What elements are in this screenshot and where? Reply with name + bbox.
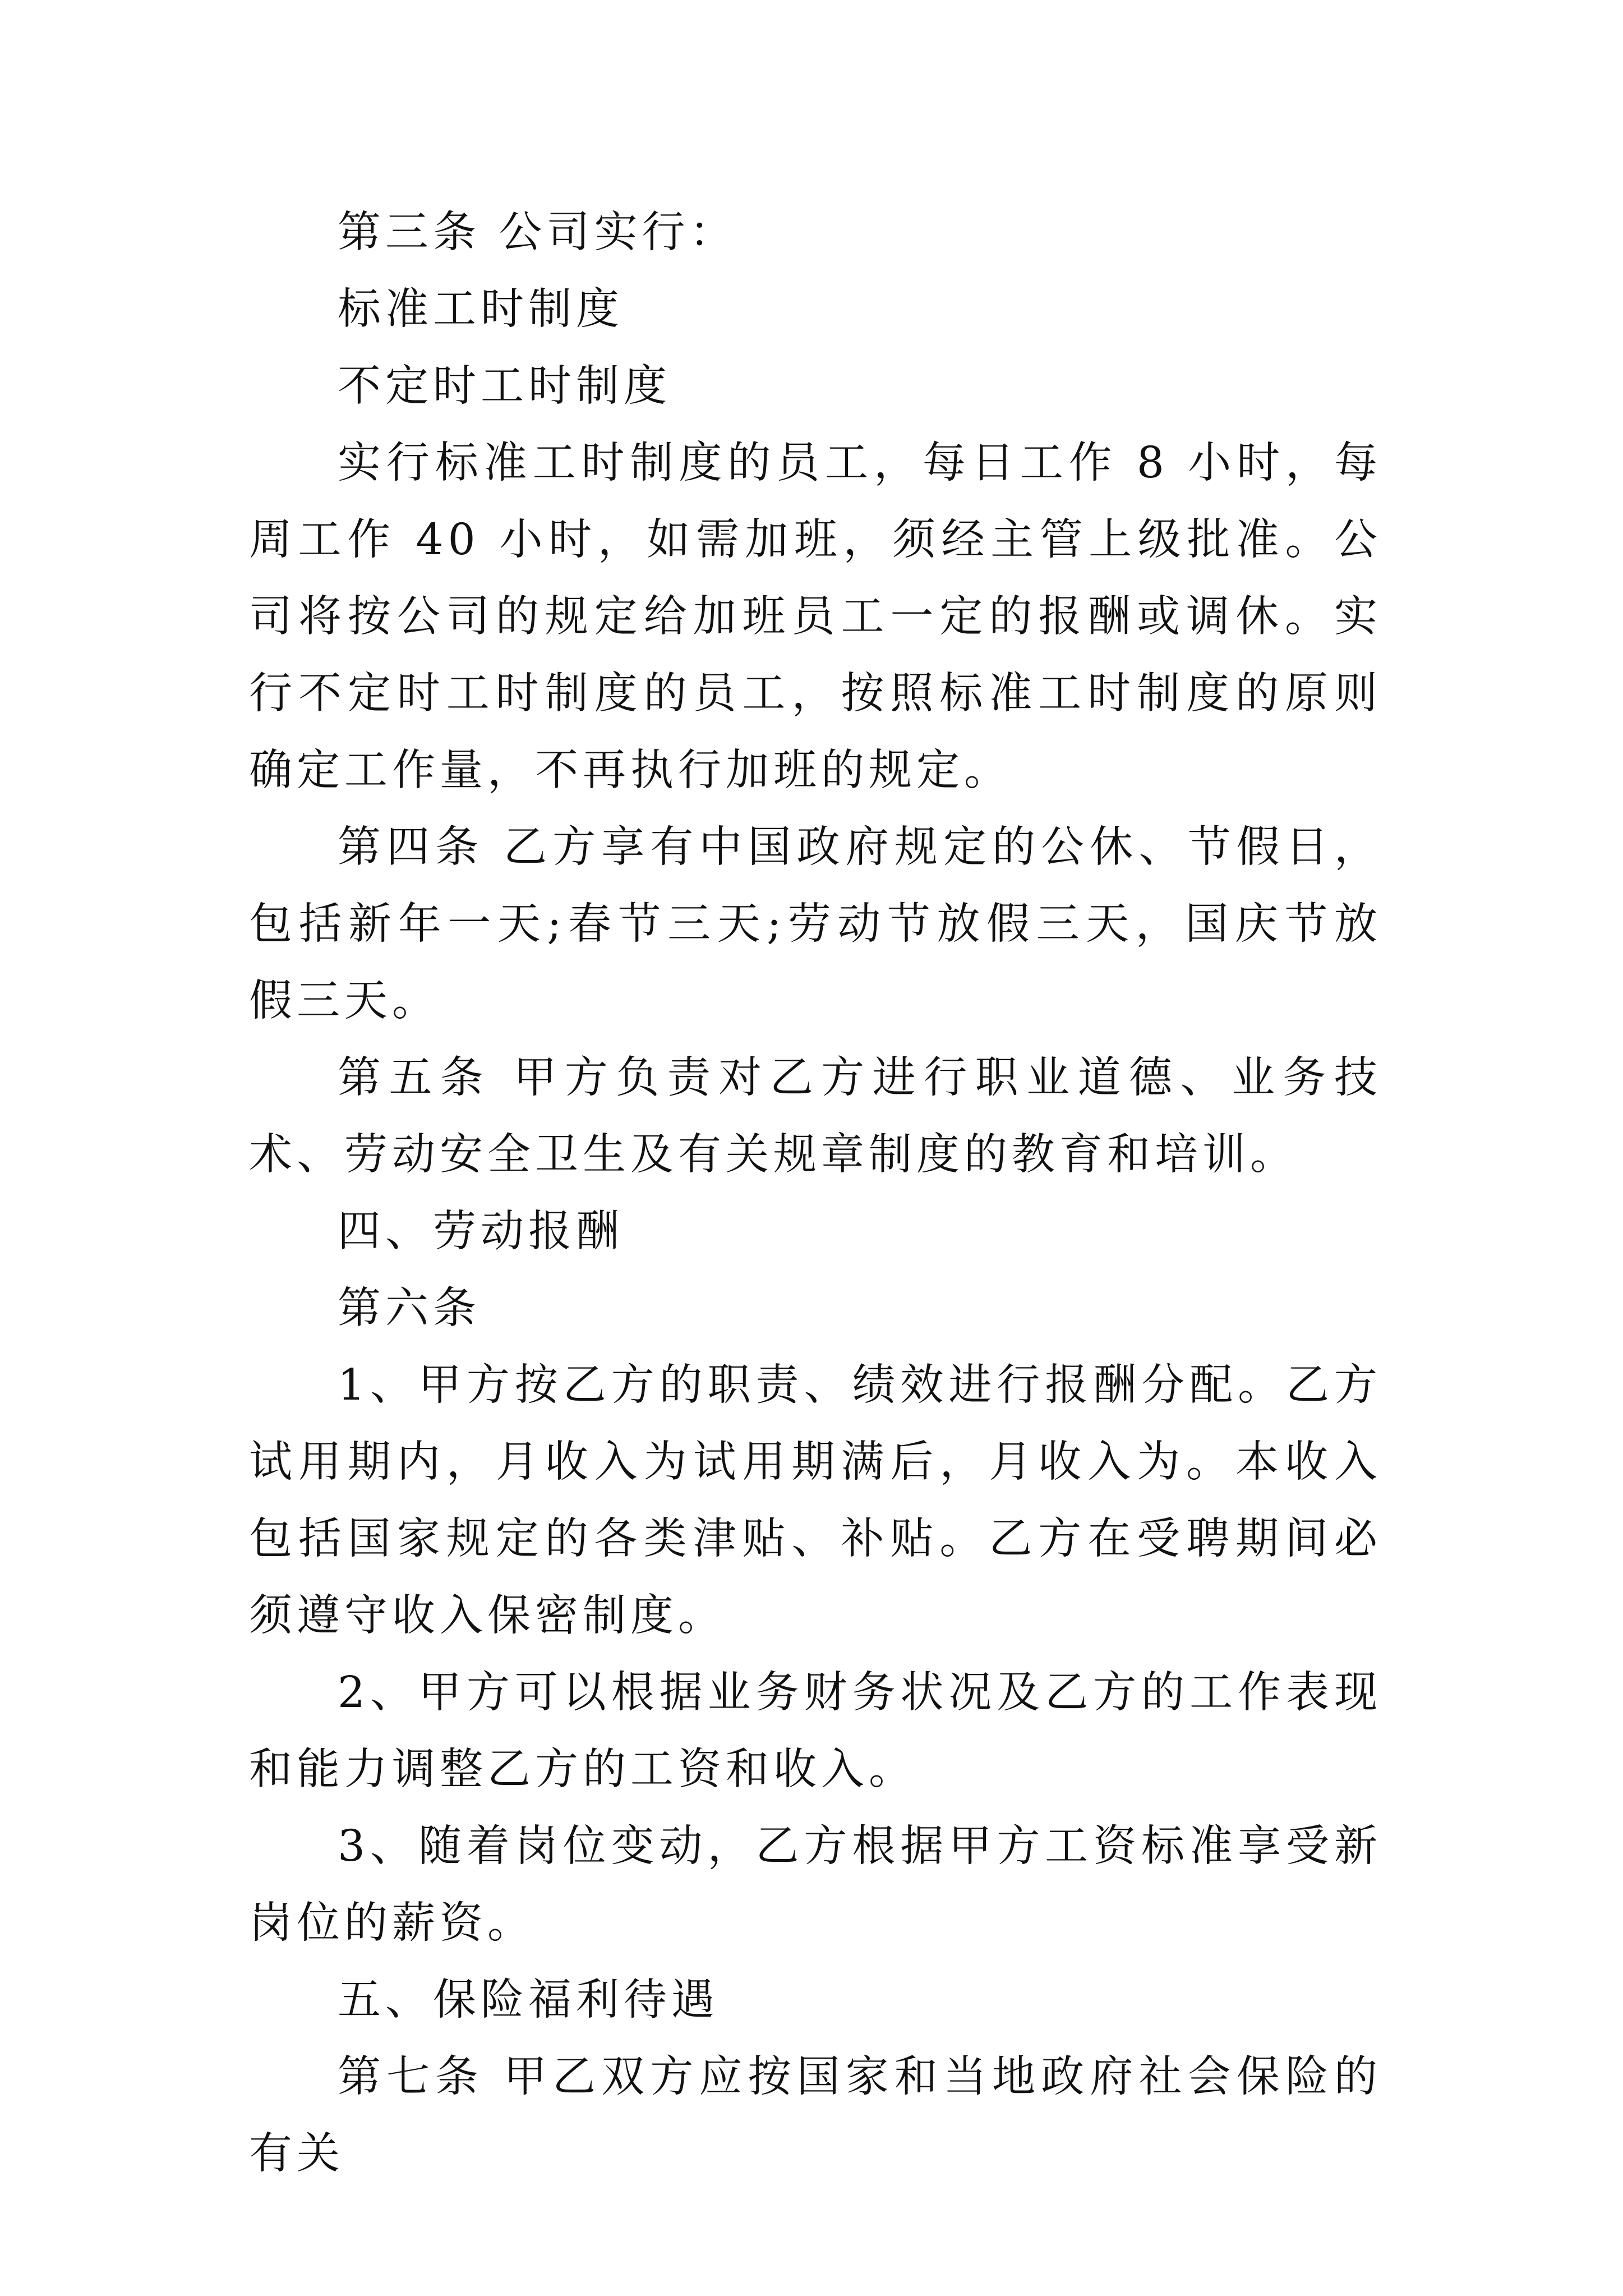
document-body <box>249 194 1382 2192</box>
paragraph-article-6: 第六条 <box>338 1283 481 1333</box>
paragraph-article-5: 第五条 甲方负责对乙方进行职业道德、业务技术、劳动安全卫生及有关规章制度的教育和培训。 <box>249 1053 1382 1180</box>
paragraph-remuneration-item-3: 3、随着岗位变动，乙方根据甲方工资标准享受新岗位的薪资。 <box>249 1821 1382 1948</box>
section-heading-insurance: 五、保险福利待遇 <box>338 1975 719 2025</box>
paragraph-article-7: 第七条 甲乙双方应按国家和当地政府社会保险的有关 <box>249 2052 1382 2179</box>
paragraph-working-hours-detail: 实行标准工时制度的员工，每日工作 8 小时，每周工作 40 小时，如需加班，须经主管上级批准。公司将按公司的规定给加班员工一定的报酬或调休。实行不定时工时制度的员工，按照标准工时制度的原则确定工作量，不再执行加班的规定。 <box>249 438 1382 795</box>
paragraph-article-4: 第四条 乙方享有中国政府规定的公休、节假日，包括新年一天;春节三天;劳动节放假三天，国庆节放假三天。 <box>249 822 1382 1026</box>
paragraph-article-3: 第三条 公司实行： <box>338 208 737 257</box>
section-heading-remuneration: 四、劳动报酬 <box>338 1207 624 1257</box>
paragraph-remuneration-item-2: 2、甲方可以根据业务财务状况及乙方的工作表现和能力调整乙方的工资和收入。 <box>249 1668 1382 1795</box>
paragraph-flexible-hours: 不定时工时制度 <box>338 361 671 411</box>
paragraph-standard-hours: 标准工时制度 <box>338 284 624 334</box>
paragraph-remuneration-item-1: 1、甲方按乙方的职责、绩效进行报酬分配。乙方试用期内，月收入为试用期满后，月收入为。本收入包括国家规定的各类津贴、补贴。乙方在受聘期间必须遵守收入保密制度。 <box>249 1360 1382 1641</box>
